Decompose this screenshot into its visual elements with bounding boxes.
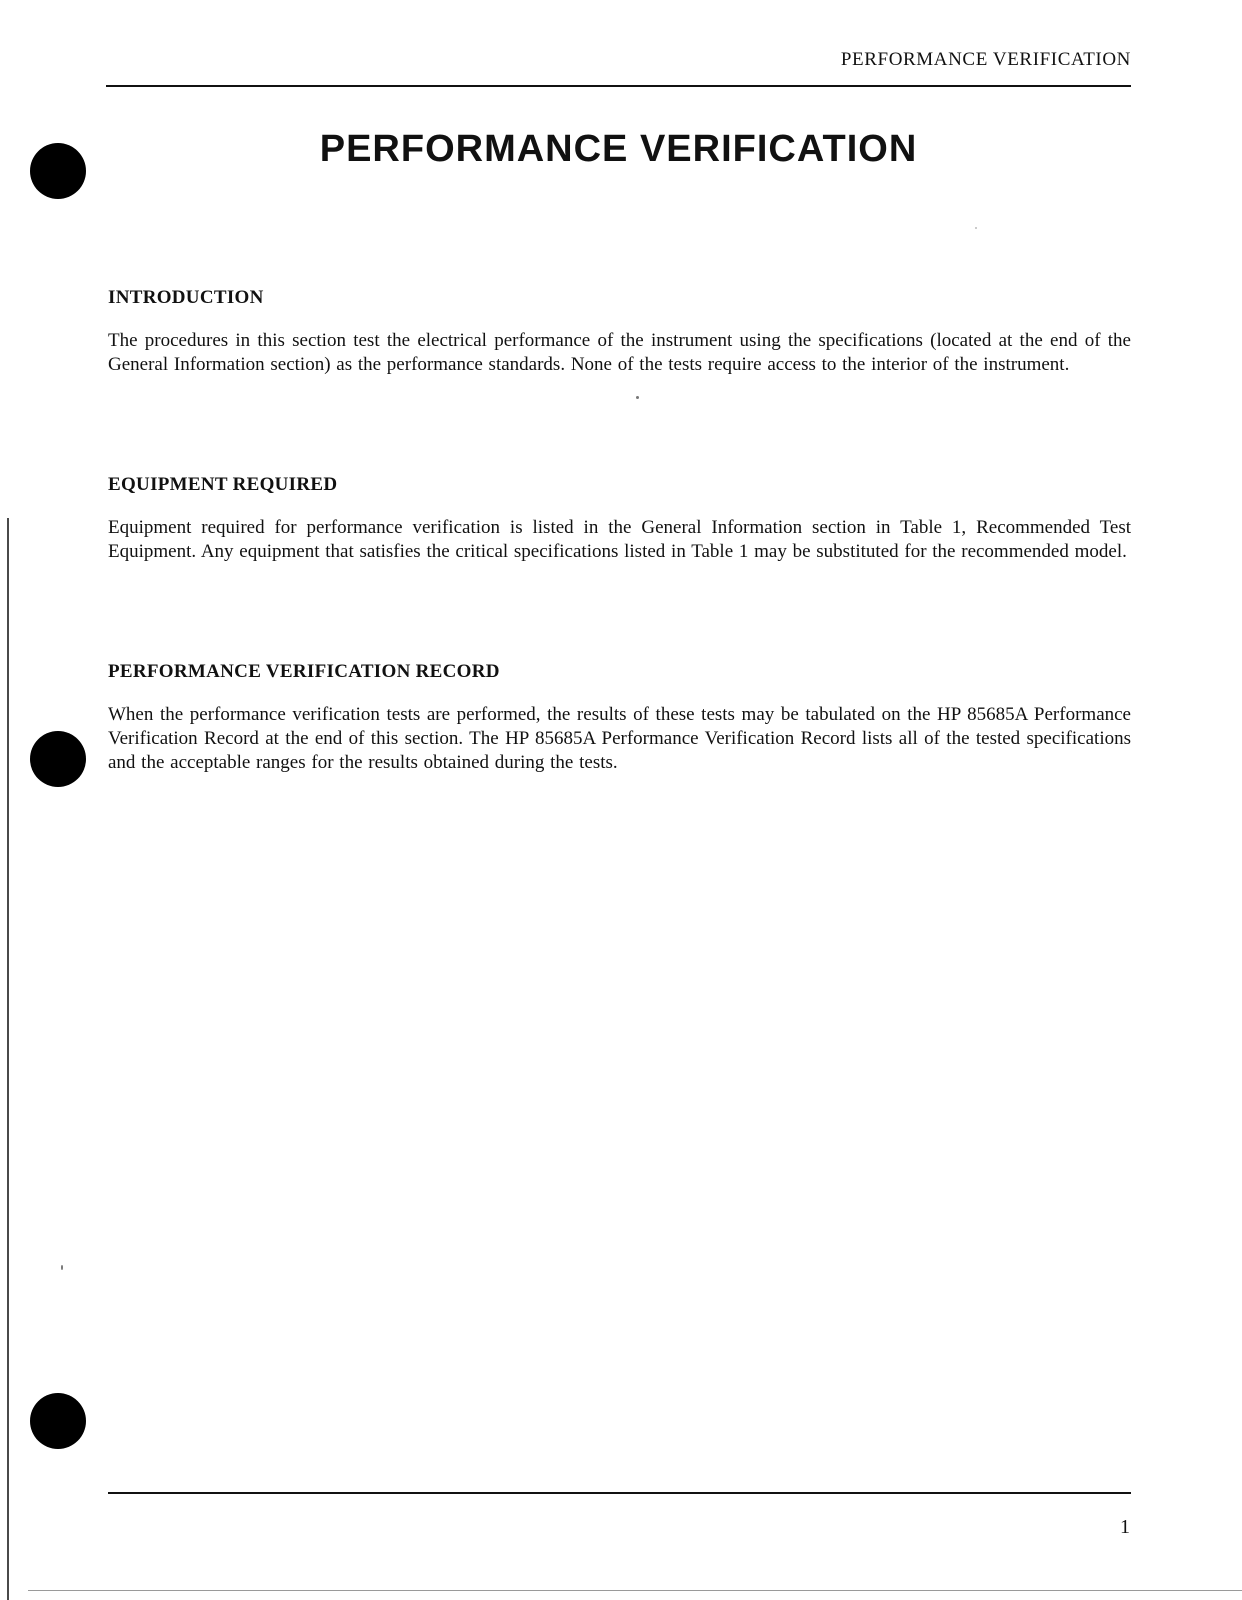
section-heading: INTRODUCTION bbox=[108, 287, 264, 308]
section-introduction bbox=[108, 287, 1131, 377]
footer-rule bbox=[108, 1492, 1131, 1494]
binder-edge-shadow bbox=[7, 518, 9, 1600]
header-rule bbox=[106, 85, 1131, 87]
section-paragraph: Equipment required for performance verification is listed in the General Information section in Table 1, Recommended Test Equipment. Any equipment that satisfies the critical specifications listed in Table 1 may be substituted for the recommended model. bbox=[108, 517, 1131, 562]
scan-edge-line bbox=[28, 1590, 1242, 1591]
page-title: PERFORMANCE VERIFICATION bbox=[319, 128, 918, 170]
section-equipment-required bbox=[108, 474, 1131, 564]
section-heading: PERFORMANCE VERIFICATION RECORD bbox=[108, 661, 500, 682]
binder-hole bbox=[30, 1393, 86, 1449]
scan-speck bbox=[636, 396, 639, 399]
scan-speck bbox=[975, 227, 977, 229]
scan-speck bbox=[61, 1265, 63, 1270]
binder-hole bbox=[30, 143, 86, 199]
running-header: PERFORMANCE VERIFICATION bbox=[840, 49, 1131, 70]
section-paragraph: The procedures in this section test the electrical performance of the instrument using the specifications (located at the end of the General Information section) as the performance standards. None of the tests require access to the interior of the instrument. bbox=[108, 330, 1131, 375]
binder-hole bbox=[30, 731, 86, 787]
page-number: 1 bbox=[1120, 1516, 1130, 1538]
section-paragraph: When the performance verification tests are performed, the results of these tests may be tabulated on the HP 85685A Performance Verification Record at the end of this section. The HP 85685A Performance Verification Record lists all of the tested specifications and the acceptable ranges for the results obtained during the tests. bbox=[108, 704, 1131, 773]
section-performance-verification-record bbox=[108, 661, 1131, 775]
section-heading: EQUIPMENT REQUIRED bbox=[108, 474, 338, 495]
